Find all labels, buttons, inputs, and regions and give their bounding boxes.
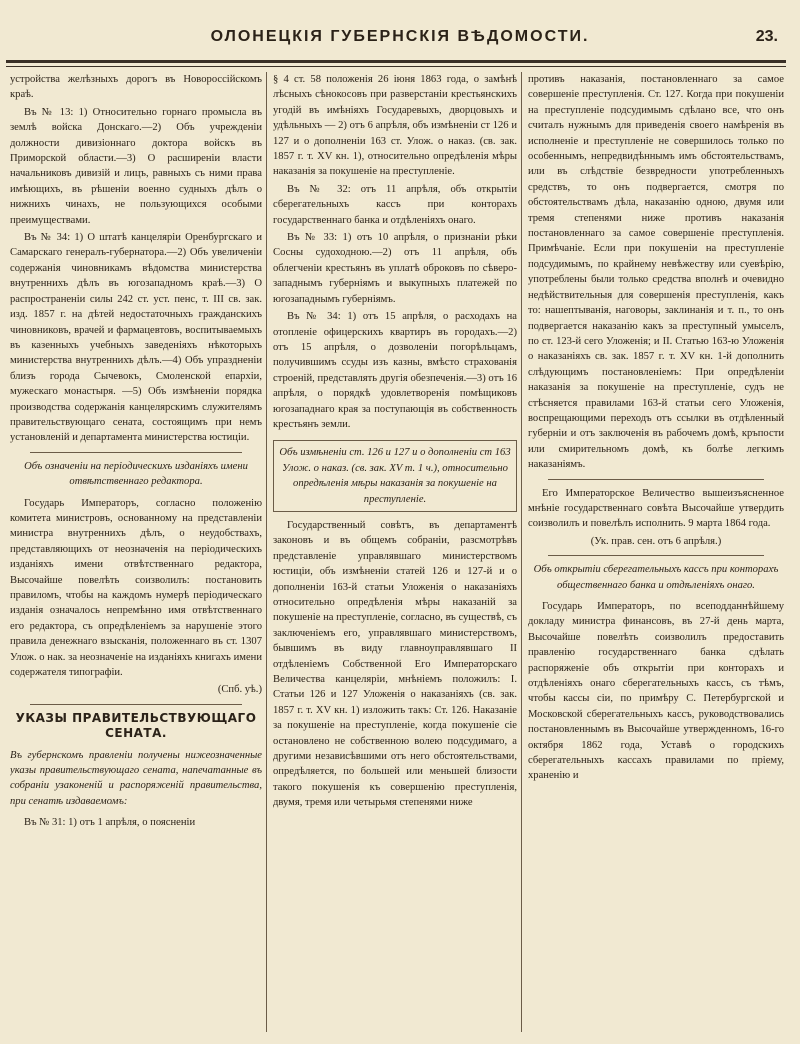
paragraph: устройства желѣзныхъ дорогъ въ Новороссійскомъ краѣ. (10, 74, 262, 101)
section-heading-box (273, 440, 517, 512)
paragraph: Государь Императоръ, по всеподданнѣйшему докладу министра финансовъ, въ 27-й день марта, Высочайше повелѣть соизволилъ предоставить правленію государственнаго банка сдѣлать распоряженіе объ открытіи при конторахъ и отдѣленіяхъ онаго сберегательныхъ кассъ, съ тѣмъ, чтобы кассы сіи, по примѣру С. Петербургской и Московской сберегательныхъ кассъ, руководствовались постановленнымъ въ Высочайше утвержденномъ, 16-го октября 1862 года, Уставѣ о городскихъ сберегательныхъ кассахъ правилами по пріему, храненію и (528, 601, 784, 782)
source-note: (Спб. уѣ.) (217, 684, 262, 696)
column-2 (273, 72, 517, 1032)
paragraph: Государь Императоръ, согласно положенію комитета министровъ, основанному на представленіи министра внутреннихъ дѣлъ, о неудобствахъ, представляющихъ от неозначенія на періодическихъ изданіяхъ имени отвѣтственнаго редактора, Высочайше повелѣть соизволилъ: постановить правиломъ, чтобы на каждомъ нумерѣ періодическаго изданія означалось непремѣнно имя отвѣтственнаго его редактора, съ опредѣленіемъ за нарушеніе этого правила денежнаго взысканія, положеннаго въ ст. 1307 Улож. о нак. за неозначеніе на изданіяхъ книгахъ имени содержателя типографіи. (10, 497, 262, 679)
paragraph: Въ № 34: 1) отъ 15 апрѣля, о расходахъ на отопленіе офицерскихъ квартиръ въ городахъ.—2) отъ 15 апрѣля, о дозволеніи погорѣльцамъ, получившимъ ссуды изъ казны, вмѣсто страхованія строеній, представлять другія обезпеченія.—3) отъ 16 апрѣля, о порядкѣ удовлетворенія помѣщиковъ югозападнаго края за поступающія въ собственность крестьянъ земли. (273, 311, 517, 430)
section-intro: Въ губернскомъ правленіи получены нижеозначенные указы правительствующаго сената, напечатанные въ собраніи узаконеній и распоряженій правительства, при сенатѣ издаваемомъ: (10, 749, 262, 807)
paragraph: Государственный совѣтъ, въ департаментѣ законовъ и въ общемъ собраніи, разсмотрѣвъ представленіе управлявшаго министерствомъ юстиціи, объ измѣненіи статей 126 и 127-й и о дополненіи 163-й статьи Уложенія о наказаніяхъ относительно опредѣленія мѣры наказаній за покушеніе на преступленіе, согласно, въ существѣ, съ заключеніемъ его, управлявшаго министерствомъ, бывшимъ въ виду главноуправлявшаго II отдѣленіемъ Собственной Его Императорскаго Величества канцеляріи, мнѣніемъ положилъ: I. Статьи 126 и 127 Уложенія о наказаніяхъ (св. зак. 1857 г. т. XV кн. 1) изложить такъ: Ст. 126. Наказаніе за покушеніе на преступленіе, когда покушеніе сіе остановлено не собственною волею подсудимаго, а другими независѣвшими отъ него обстоятельствами, опредѣляется, по большей или меньшей близости такого покушенія къ совершенію преступленія, двумя, тремя или четырьмя степенями ниже (273, 519, 517, 809)
section-divider (30, 452, 242, 453)
section-heading: Объ означеніи на періодическихъ изданіяхъ имени отвѣтственнаго редактора. (24, 460, 248, 488)
section-heading: УКАЗЫ ПРАВИТЕЛЬСТВУЮЩАГО СЕНАТА. (15, 710, 257, 741)
header-rule-thin (6, 66, 786, 67)
column-divider-1 (266, 72, 267, 1032)
paragraph: Въ № 13: 1) Относительно горнаго промысла въ землѣ войска Донскаго.—2) Объ учрежденіи должности дивизіоннаго доктора войскъ въ Приморской области.—3) О расширеніи власти начальниковъ дивизій и лицъ, равныхъ съ ними права имѣющихъ, въ рѣшеніи военно судныхъ дѣлъ о нижнихъ чинахъ, не пользующихся особыми преимуществами. (10, 106, 262, 226)
paragraph: Его Императорское Величество вышеизъясненное мнѣніе государственнаго совѣта Высочайше утвердить соизволилъ и повелѣлъ исполнить. 9 марта 1864 года. (528, 487, 784, 530)
section-heading: Объ открытіи сберегательныхъ кассъ при конторахъ общественнаго банка и отдѣленіяхъ онаго. (533, 564, 779, 591)
source-note: (Ук. прав. сен. отъ 6 апрѣля.) (590, 535, 722, 547)
section-divider (548, 479, 764, 480)
column-1 (10, 72, 262, 1032)
paragraph: Въ № 31: 1) отъ 1 апрѣля, о поясненіи (24, 817, 196, 829)
page-header (0, 28, 800, 52)
column-3 (528, 72, 784, 1032)
paragraph: § 4 ст. 58 положенія 26 іюня 1863 года, о замѣнѣ лѣсныхъ сѣнокосовъ при разверстаніи крестьянскихъ угодій въ имѣніяхъ Государевыхъ, дворцовыхъ и удѣльныхъ — 2) отъ 6 апрѣля, объ измѣненіи ст 126 и 127 и о дополненіи 163 ст. Улож. о наказ. (св. зак. 1857 г. т. XV кн. 1), относительно опредѣленія мѣры наказанія за покушеніе на преступленіе. (273, 74, 517, 178)
paragraph: противъ наказанія, постановленнаго за самое совершеніе преступленія. Ст. 127. Когда при покушеніи на преступленіе подсудимымъ сдѣлано все, что онъ считалъ нужнымъ для приведенія своего намѣренія въ исполненіе и преступленіе не совершилось только по особеннымъ, непредвидѣннымъ имъ обстоятельствамъ, или въ слѣдствіе безвредности употребленныхъ средствъ, то онъ подвергается, смотря по обстоятельствамъ дѣла, наказанію одною, двумя или тремя степенями ниже противъ наказанія постановленнаго за самое совершеніе преступленія. Примѣчаніе. Если при покушеніи на преступленіе подсудимымъ, по крайнему невѣжеству или суевѣрію, употреблены были только средства вполнѣ и очевидно недѣйствительныя для совершенія преступленія, какъ то: нашептыванія, наговоры, заклинанія и т. п., то онъ подвергается наказанію какъ за преступный умыселъ, по ст. 123-й сего Уложенія; и II. Статью 163-ю Уложенія о наказаніяхъ св. зак. 1857 г. т. XV кн. 1-й дополнить слѣдующимъ постановленіемъ: При опредѣленіи наказанія за покушеніе на преступленіе, судъ не стѣсняется правилами 163-й статьи сего Уложенія, воспрещающими переходъ отъ ссылки въ отдѣленный губерніи и отъ заключенія въ рабочемъ домѣ, кръпости или смирительномъ домѣ, къ болѣе легкимъ наказаніямъ. (528, 74, 784, 471)
paragraph: Въ № 33: 1) отъ 10 апрѣля, о признаніи рѣки Сосны судоходною.—2) отъ 11 апрѣля, объ облегченіи крестьянъ въ уплатѣ оброковъ по сѣверо-западнымъ губерніямъ и выкупныхъ платежей по югозападнымъ губерніямъ. (273, 232, 517, 305)
section-divider (548, 555, 764, 556)
section-divider (30, 704, 242, 705)
section-heading: Объ измѣненіи ст. 126 и 127 и о дополненіи ст 163 Улож. о наказ. (св. зак. XV т. 1 ч.), относительно опредѣленія мѣры наказанія за покушеніе на преступленіе. (279, 447, 511, 505)
column-divider-2 (521, 72, 522, 1032)
newspaper-title: ОЛОНЕЦКІЯ ГУБЕРНСКІЯ ВѢДОМОСТИ. (210, 28, 590, 45)
paragraph: Въ № 34: 1) О штатѣ канцеляріи Оренбургскаго и Самарскаго генералъ-губернатора.—2) Объ увеличеніи содержанія чиновникамъ вѣдомства министерства внутреннихъ дѣлъ въ югозападномъ краѣ.—3) О распространеніи силы 242 ст. уст. пенс, т. III св. зак. изд. 1857 г. на дѣтей недостаточныхъ гражданскихъ чиновниковъ, врачей и фармацевтовъ, воспитываемыхъ въ казенныхъ учебныхъ заведеніяхъ нѣкоторыхъ министерства внутреннихъ дѣлъ.—4) Объ упраздненіи близъ города Сычевокъ, Смоленской епархіи, мужескаго монастыря. —5) Объ измѣненіи порядка производства содержанія канцелярскимъ служителямъ правительствующаго сената, состоящимъ при немъ установленій и департамента министерства юстиціи. (10, 232, 262, 444)
page-number: 23. (755, 28, 778, 45)
paragraph: Въ № 32: отъ 11 апрѣля, объ открытіи сберегательныхъ кассъ при конторахъ государственнаго банка и отдѣленіяхъ онаго. (273, 183, 517, 226)
header-rule-thick (6, 60, 786, 63)
